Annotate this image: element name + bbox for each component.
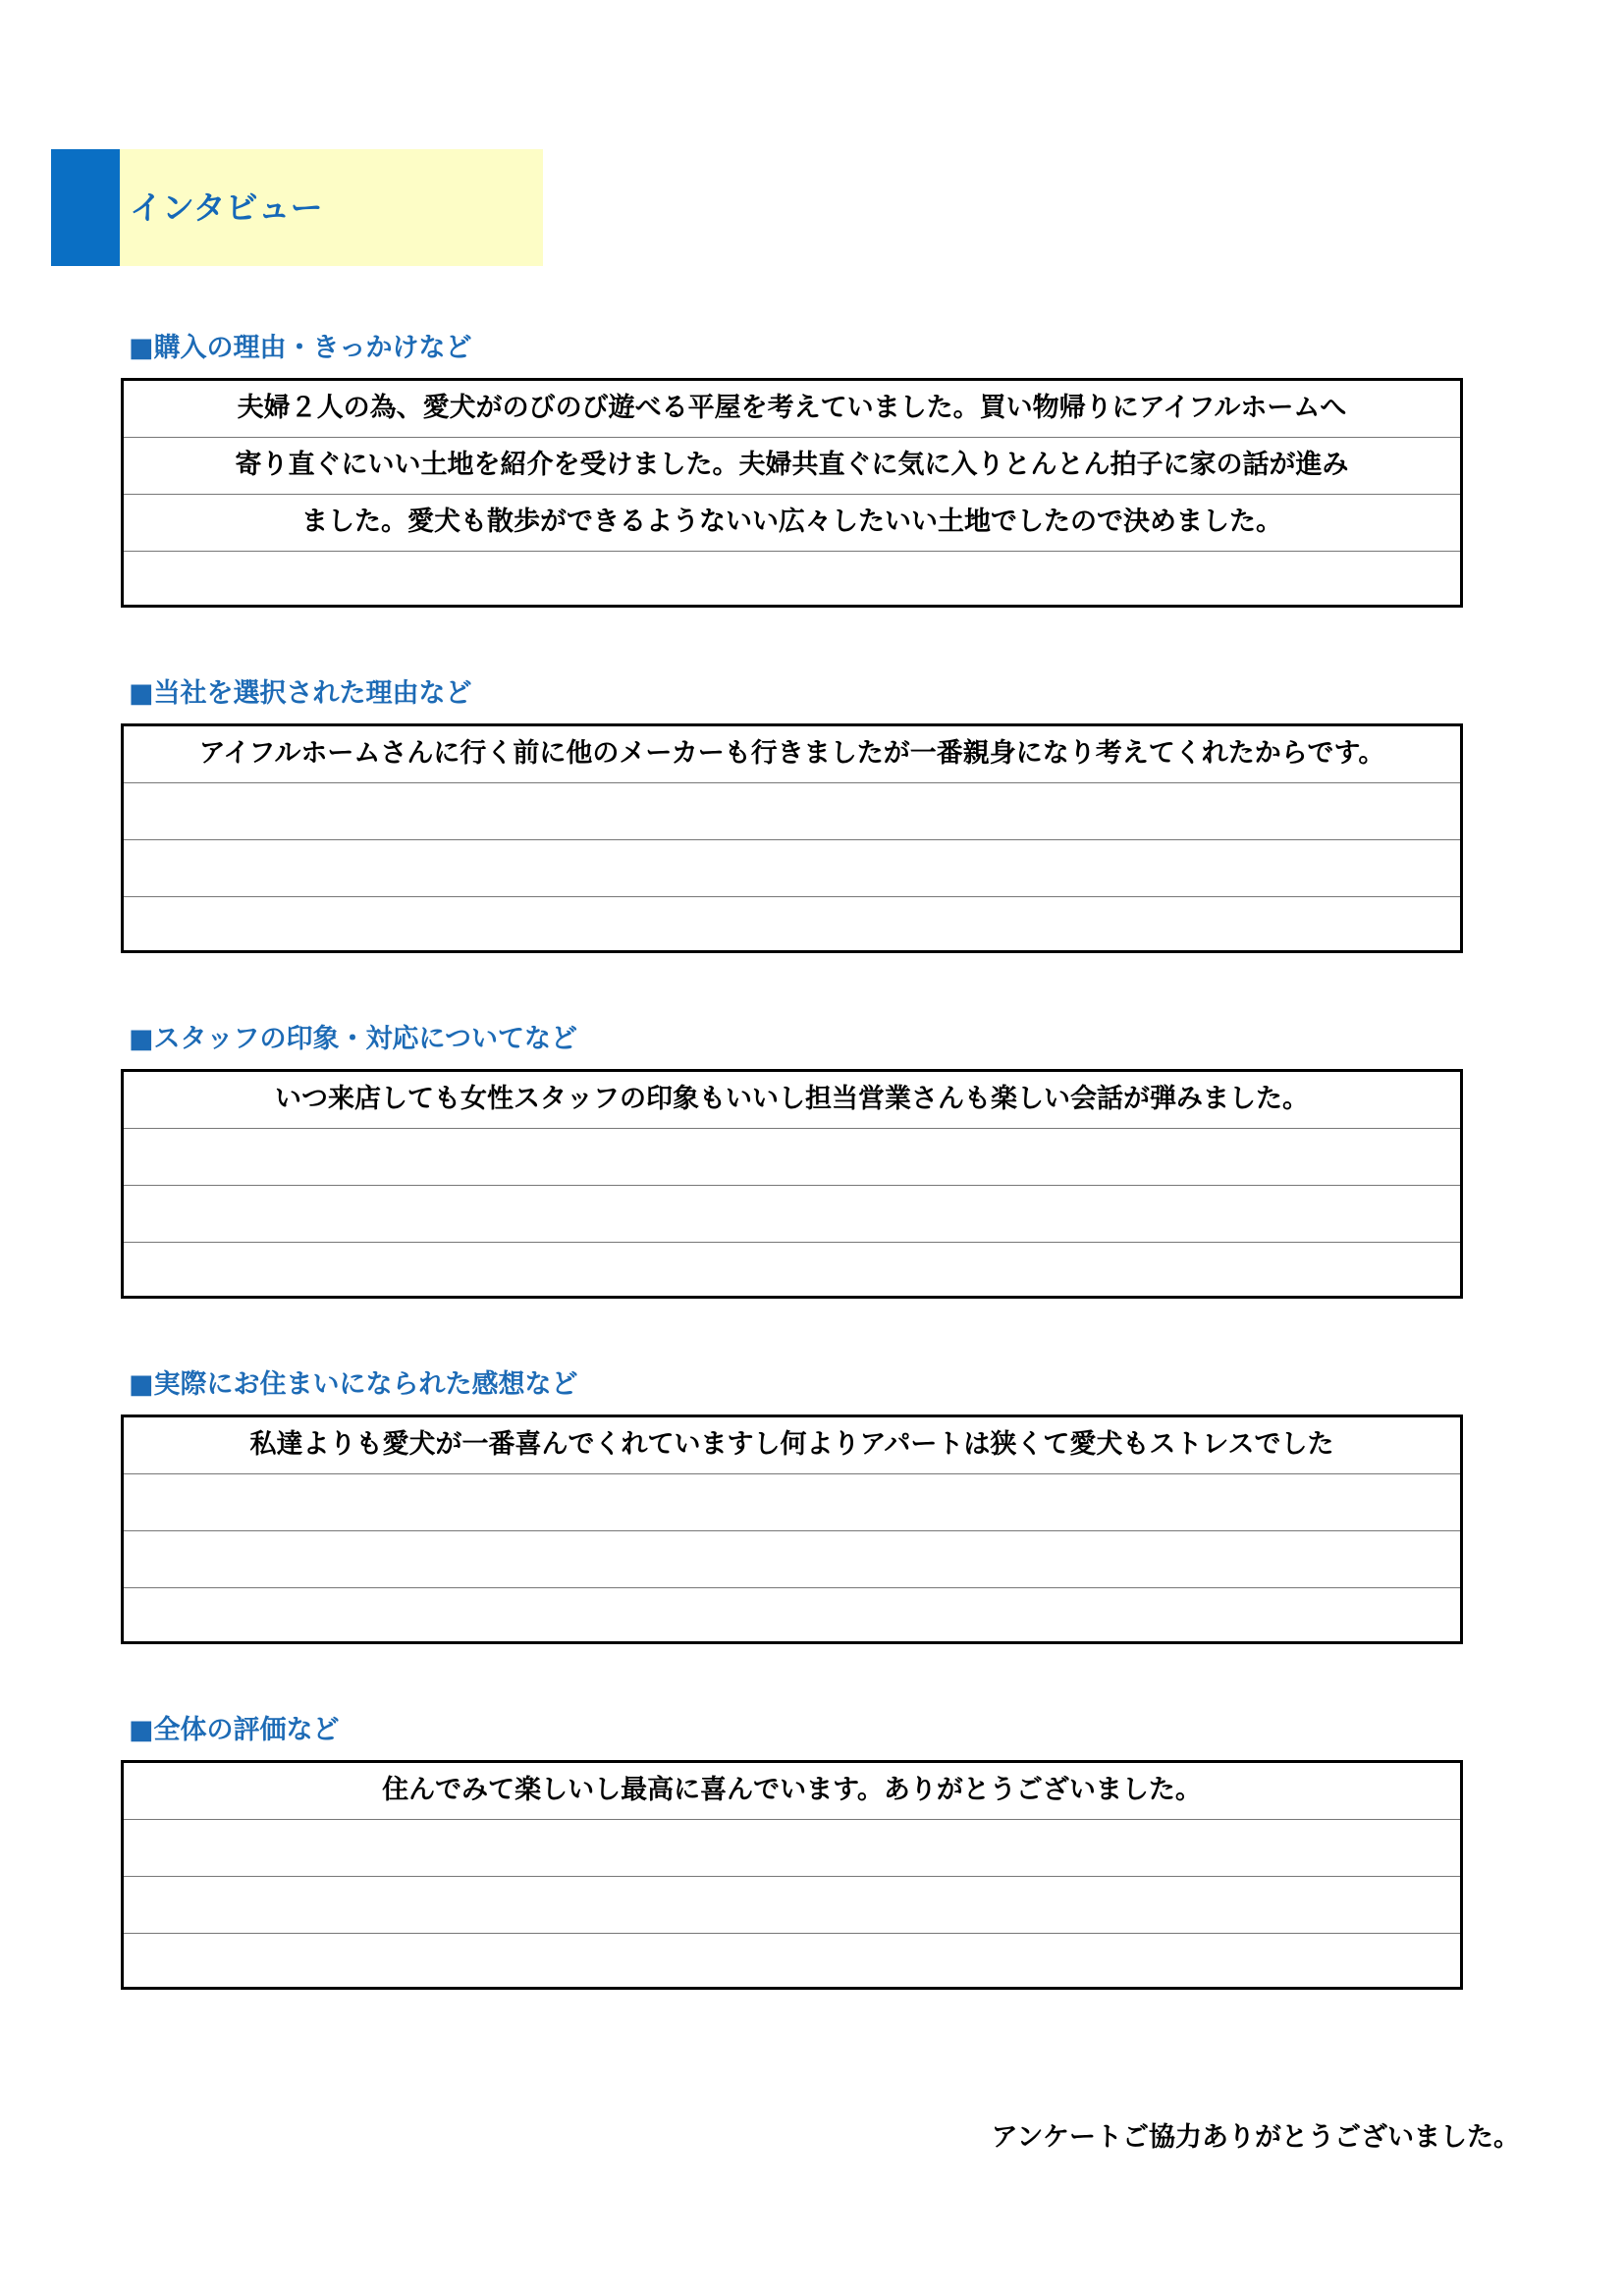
footer-thanks: アンケートご協力ありがとうございました。 [991,2122,1520,2153]
section-title: ■実際にお住まいになられた感想など [129,1369,578,1400]
page-title: インタビュー [130,188,323,227]
answer-line: アイフルホームさんに行く前に他のメーカーも行きましたが一番親身になり考えてくれたからです。 [124,726,1460,783]
answer-line [124,1129,1460,1186]
section-living-impression [121,1369,1463,1644]
section-title: ■スタッフの印象・対応についてなど [129,1024,577,1054]
answer-line [124,1820,1460,1877]
answer-line [124,1243,1460,1300]
answer-line: いつ来店しても女性スタッフの印象もいいし担当営業さんも楽しい会話が弾みました。 [124,1072,1460,1129]
section-title: ■購入の理由・きっかけなど [129,333,472,363]
section-title: ■当社を選択された理由など [129,678,472,709]
section-purchase-reason [121,333,1463,608]
section-title: ■全体の評価など [129,1715,340,1745]
answer-line: ました。愛犬も散歩ができるようないい広々したいい土地でしたので決めました。 [124,495,1460,552]
section-overall-evaluation [121,1715,1463,1990]
answer-line: 住んでみて楽しいし最高に喜んでいます。ありがとうございました。 [124,1763,1460,1820]
answer-box [121,1760,1463,1990]
answer-box [121,1415,1463,1644]
answer-line [124,840,1460,897]
answer-box [121,378,1463,608]
answer-line [124,783,1460,840]
answer-line [124,897,1460,954]
answer-line [124,552,1460,609]
answer-line [124,1186,1460,1243]
header-accent-bar [51,149,120,266]
answer-box [121,1069,1463,1299]
answer-line [124,1531,1460,1588]
section-staff-impression [121,1024,1463,1299]
answer-line [124,1588,1460,1645]
answer-line [124,1474,1460,1531]
answer-line [124,1934,1460,1991]
answer-line: 夫婦２人の為、愛犬がのびのび遊べる平屋を考えていました。買い物帰りにアイフルホームへ [124,381,1460,438]
page-header [51,149,543,266]
section-company-choice [121,678,1463,953]
answer-line: 私達よりも愛犬が一番喜んでくれていますし何よりアパートは狭くて愛犬もストレスでした [124,1417,1460,1474]
answer-line: 寄り直ぐにいい土地を紹介を受けました。夫婦共直ぐに気に入りとんとん拍子に家の話が進み [124,438,1460,495]
answer-box [121,723,1463,953]
answer-line [124,1877,1460,1934]
